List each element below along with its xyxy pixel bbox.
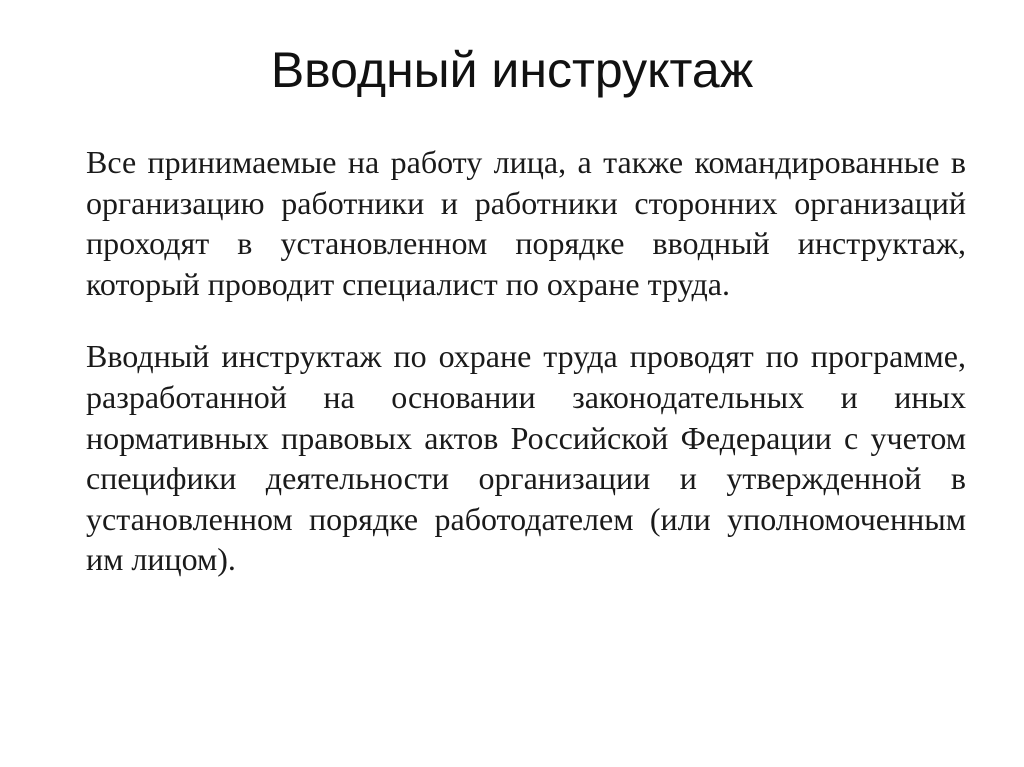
slide-body xyxy=(86,142,966,580)
slide-title: Вводный инструктаж xyxy=(270,42,754,98)
paragraph-program: Вводный инструктаж по охране труда проводят по программе, разработанной на основании законодательных и иных нормативных правовых актов Российской Федерации с учетом специфики деятельности организации и утвержденной в установленном порядке работодателем (или уполномоченным им лицом). xyxy=(86,338,966,578)
paragraph-intro: Все принимаемые на работу лица, а также командированные в организацию работники и работники сторонних организаций проходят в установленном порядке вводный инструктаж, который проводит специалист по охране труда. xyxy=(86,144,966,302)
